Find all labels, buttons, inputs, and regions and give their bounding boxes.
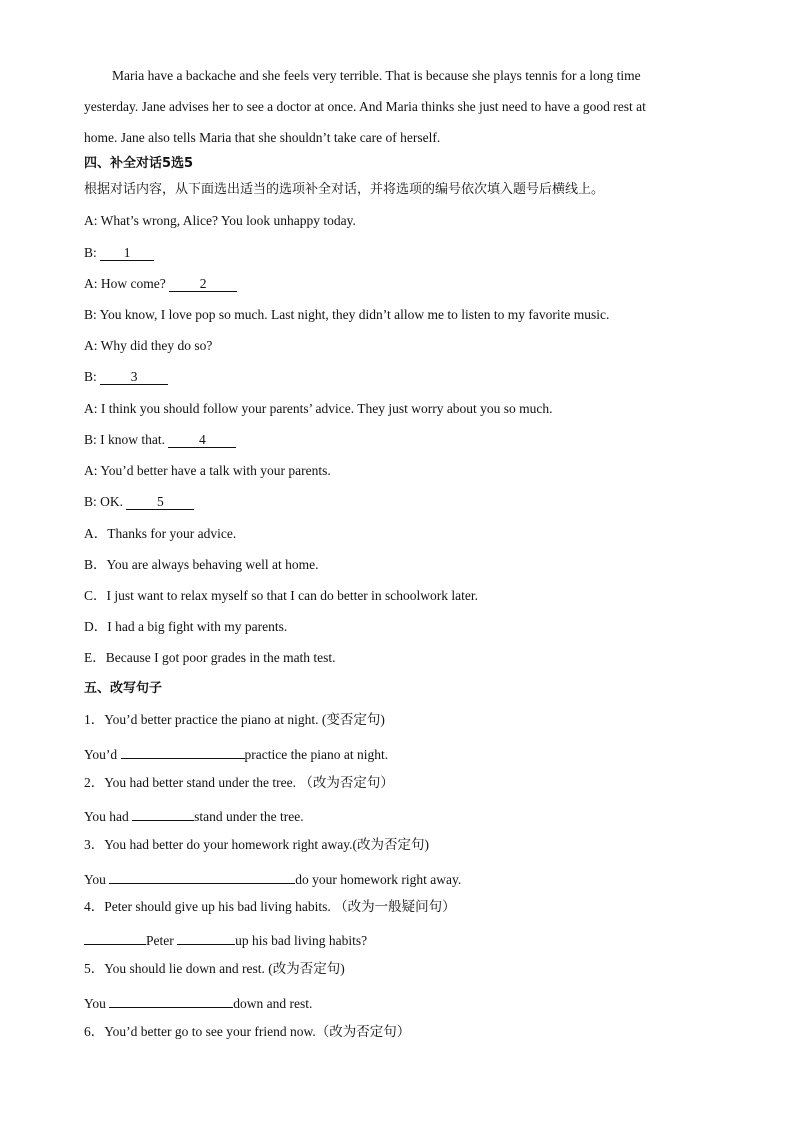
rewrite-question-6: 6．You’d better go to see your friend now.（改为否定句） — [84, 1024, 411, 1039]
answer-suffix: down and rest. — [233, 996, 313, 1011]
answer-blank-1[interactable]: 1 — [100, 245, 154, 261]
dialogue-speaker-text: B: — [84, 245, 101, 260]
dialogue-line-2 — [84, 244, 154, 262]
dialogue-line-6 — [84, 368, 168, 386]
dialogue-line-9: A: You’d better have a talk with your parents. — [84, 463, 331, 478]
answer-prefix: You — [84, 996, 110, 1011]
rewrite-blank-1[interactable] — [121, 743, 245, 759]
rewrite-blank-5[interactable] — [109, 992, 233, 1008]
dialogue-line-10 — [84, 493, 194, 511]
option-c: C．I just want to relax myself so that I can do better in schoolwork later. — [84, 588, 479, 603]
rewrite-question-4: 4．Peter should give up his bad living habits. （改为一般疑问句） — [84, 899, 456, 914]
rewrite-question-5: 5．You should lie down and rest. (改为否定句) — [84, 961, 345, 976]
rewrite-blank-4a[interactable] — [84, 929, 146, 945]
dialogue-line-4: B: You know, I love pop so much. Last night, they didn’t allow me to listen to my favorite music. — [84, 307, 610, 322]
rewrite-answer-1 — [84, 743, 388, 764]
answer-suffix: stand under the tree. — [194, 809, 304, 824]
option-d: D．I had a big fight with my parents. — [84, 619, 288, 634]
rewrite-blank-4b[interactable] — [177, 929, 235, 945]
answer-suffix: up his bad living habits? — [235, 933, 368, 948]
passage-line-1: Maria have a backache and she feels very terrible. That is because she plays tennis for a long time — [112, 68, 641, 83]
answer-blank-5[interactable]: 5 — [126, 494, 194, 510]
dialogue-line-5: A: Why did they do so? — [84, 338, 213, 353]
answer-prefix: You had — [84, 809, 133, 824]
answer-middle: Peter — [146, 933, 178, 948]
passage-line-3: home. Jane also tells Maria that she shouldn’t take care of herself. — [84, 130, 441, 145]
rewrite-question-1: 1．You’d better practice the piano at night. (变否定句) — [84, 712, 385, 727]
answer-prefix: You’d — [84, 747, 121, 762]
rewrite-blank-3[interactable] — [109, 868, 295, 884]
dialogue-line-8 — [84, 431, 236, 449]
rewrite-answer-5 — [84, 992, 312, 1013]
answer-suffix: practice the piano at night. — [244, 747, 389, 762]
answer-prefix: You — [84, 872, 110, 887]
dialogue-line-7: A: I think you should follow your parents’ advice. They just worry about you so much. — [84, 401, 553, 416]
rewrite-blank-2[interactable] — [132, 805, 194, 821]
rewrite-answer-2 — [84, 805, 304, 826]
option-a: A．Thanks for your advice. — [84, 526, 237, 541]
answer-blank-2[interactable]: 2 — [169, 276, 237, 292]
rewrite-question-2: 2．You had better stand under the tree. （改为否定句） — [84, 775, 394, 790]
answer-blank-3[interactable]: 3 — [100, 369, 168, 385]
dialogue-speaker-text: B: I know that. — [84, 432, 169, 447]
section-4-title: 四、补全对话5选5 — [84, 156, 194, 171]
dialogue-speaker-text: B: OK. — [84, 494, 127, 509]
rewrite-answer-3 — [84, 868, 461, 889]
option-b: B．You are always behaving well at home. — [84, 557, 319, 572]
rewrite-answer-4 — [84, 929, 367, 950]
rewrite-question-3: 3．You had better do your homework right away.(改为否定句) — [84, 837, 429, 852]
dialogue-line-1: A: What’s wrong, Alice? You look unhappy today. — [84, 213, 356, 228]
section-4-instruction: 根据对话内容，从下面选出适当的选项补全对话，并将选项的编号依次填入题号后横线上。 — [84, 182, 605, 197]
dialogue-speaker-text: B: — [84, 369, 101, 384]
section-5-title: 五、改写句子 — [84, 681, 163, 696]
answer-blank-4[interactable]: 4 — [168, 432, 236, 448]
option-e: E．Because I got poor grades in the math test. — [84, 650, 336, 665]
passage-line-2: yesterday. Jane advises her to see a doctor at once. And Maria thinks she just need to have a good rest at — [84, 99, 646, 114]
dialogue-line-3 — [84, 275, 237, 293]
answer-suffix: do your homework right away. — [295, 872, 462, 887]
dialogue-speaker-text: A: How come? — [84, 276, 170, 291]
